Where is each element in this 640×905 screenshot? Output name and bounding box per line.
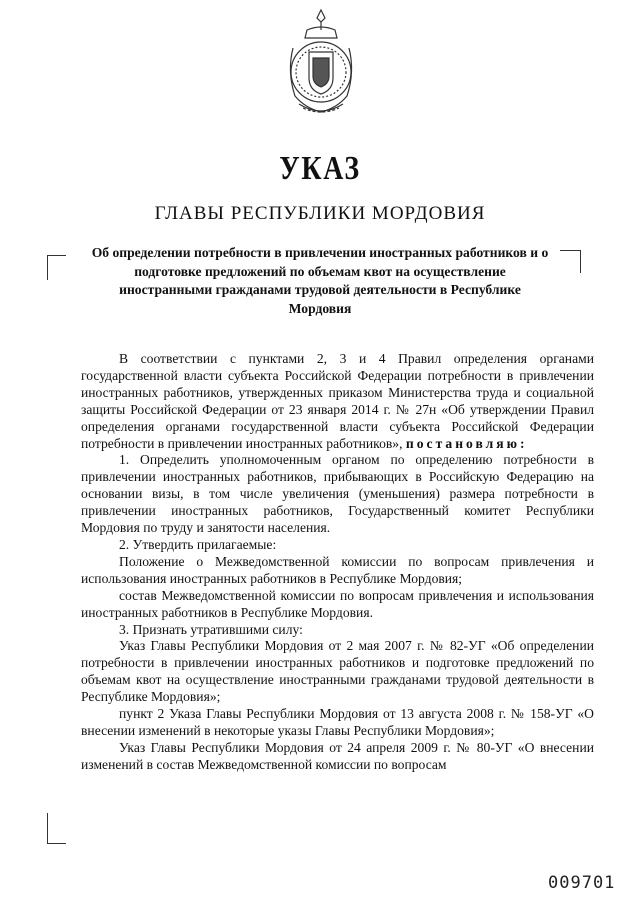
body-paragraph: Указ Главы Республики Мордовия от 24 апреля 2009 г. № 80-УГ «О внесении изменений в состав Межведомственной комиссии по вопросам — [81, 739, 594, 772]
decree-body — [81, 351, 594, 774]
page-subtitle: ГЛАВЫ РЕСПУБЛИКИ МОРДОВИЯ — [154, 203, 486, 224]
body-paragraph: Положение о Межведомственной комиссии по вопросам привлечения и использования иностранных работников в Республике Мордовия; — [81, 553, 594, 586]
body-paragraph — [81, 351, 594, 452]
body-paragraph: 2. Утвердить прилагаемые: — [119, 536, 277, 552]
body-paragraph: Указ Главы Республики Мордовия от 2 мая 2007 г. № 82-УГ «Об определении потребности в привлечении иностранных работников и подготовке предложений по объемам квот на осуществление иностранными гражданами трудовой деятельности в Республике Мордовия»; — [81, 638, 594, 705]
document-number: 009701 — [548, 873, 616, 893]
body-paragraph: 1. Определить уполномоченным органом по определению потребности в привлечении иностранных работников, прибывающих в Российскую Федерацию на основании визы, в том числе увеличения (уменьшения) размера потребности в привлечении иностранных работников, Государственный комитет Республики Мордовия по труду и занятости населения. — [81, 452, 594, 536]
body-paragraph: состав Межведомственной комиссии по вопросам привлечения и использования иностранных работников в Республике Мордовия. — [81, 587, 594, 620]
intro-text: В соответствии с пунктами 2, 3 и 4 Правил определения органами государственной власти субъекта Российской Федерации потребности в привлечении иностранных работников, утвержденных приказом Министерства труда и социальной защиты Российской Федерации от 23 января 2014 г. № 27н «Об утверждении Правил определения органами государственной власти субъекта Российской Федерации потребности в привлечении иностранных работников», — [81, 351, 594, 451]
corner-bracket — [47, 255, 66, 280]
corner-bracket — [560, 250, 581, 273]
coat-of-arms-icon — [285, 8, 357, 120]
body-paragraph: 3. Признать утратившими силу: — [119, 621, 303, 637]
decree-word: постановляю: — [405, 435, 528, 451]
decree-heading: Об определении потребности в привлечении иностранных работников и о подготовке предложений по объемам квот на осуществление иностранными гражданами трудовой деятельности в Республике Мордовия — [91, 245, 549, 316]
corner-bracket — [47, 813, 66, 844]
body-paragraph: пункт 2 Указа Главы Республики Мордовия от 13 августа 2008 г. № 158-УГ «О внесении изменений в некоторые указы Главы Республики Мордовия»; — [81, 706, 594, 738]
page-title: УКАЗ — [279, 150, 361, 187]
